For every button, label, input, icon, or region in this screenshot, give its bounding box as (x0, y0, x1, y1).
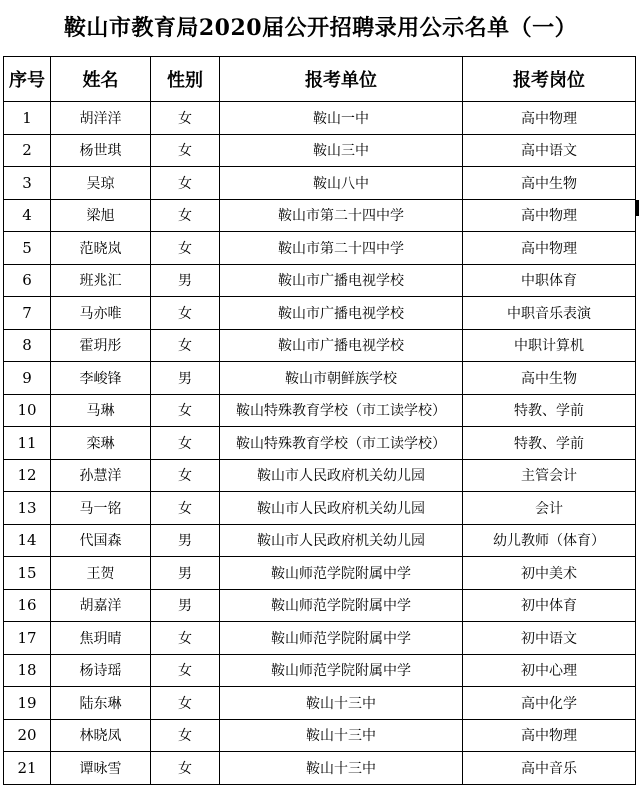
cell-name: 杨诗瑶 (51, 654, 151, 687)
table-row (4, 654, 636, 687)
cell-index: 1 (4, 102, 51, 135)
cell-gender: 女 (151, 459, 220, 492)
cell-name: 马亦唯 (51, 297, 151, 330)
cell-gender: 女 (151, 719, 220, 752)
cell-gender: 女 (151, 492, 220, 525)
recruitment-table (3, 56, 636, 785)
cell-gender: 女 (151, 102, 220, 135)
cell-position: 特教、学前 (463, 394, 636, 427)
cell-unit: 鞍山十三中 (220, 719, 463, 752)
cell-unit: 鞍山市人民政府机关幼儿园 (220, 459, 463, 492)
header-gender: 性别 (151, 57, 220, 102)
cell-unit: 鞍山师范学院附属中学 (220, 589, 463, 622)
cell-index: 13 (4, 492, 51, 525)
cell-index: 17 (4, 622, 51, 655)
cell-unit: 鞍山市广播电视学校 (220, 329, 463, 362)
cell-gender: 女 (151, 687, 220, 720)
cell-index: 3 (4, 167, 51, 200)
cell-gender: 女 (151, 199, 220, 232)
table-row (4, 134, 636, 167)
header-index: 序号 (4, 57, 51, 102)
cell-index: 21 (4, 752, 51, 785)
cell-position: 高中音乐 (463, 752, 636, 785)
cell-position: 中职音乐表演 (463, 297, 636, 330)
cell-name: 代国森 (51, 524, 151, 557)
cell-gender: 女 (151, 329, 220, 362)
cell-gender: 女 (151, 622, 220, 655)
table-header-row (4, 57, 636, 102)
cell-name: 焦玥晴 (51, 622, 151, 655)
table-row (4, 459, 636, 492)
cell-gender: 女 (151, 654, 220, 687)
cell-position: 初中心理 (463, 654, 636, 687)
cell-position: 高中语文 (463, 134, 636, 167)
table-body (4, 102, 636, 785)
cell-position: 高中物理 (463, 199, 636, 232)
cell-unit: 鞍山市人民政府机关幼儿园 (220, 524, 463, 557)
cell-index: 14 (4, 524, 51, 557)
cell-position: 幼儿教师（体育） (463, 524, 636, 557)
cell-unit: 鞍山特殊教育学校（市工读学校） (220, 427, 463, 460)
table-row (4, 199, 636, 232)
table-row (4, 622, 636, 655)
cell-position: 初中美术 (463, 557, 636, 590)
cell-gender: 女 (151, 752, 220, 785)
cell-index: 16 (4, 589, 51, 622)
cell-unit: 鞍山师范学院附属中学 (220, 557, 463, 590)
cell-name: 杨世琪 (51, 134, 151, 167)
table-row (4, 394, 636, 427)
cell-gender: 男 (151, 524, 220, 557)
cell-position: 高中物理 (463, 719, 636, 752)
cell-unit: 鞍山市第二十四中学 (220, 232, 463, 265)
table-row (4, 362, 636, 395)
cell-unit: 鞍山一中 (220, 102, 463, 135)
cell-index: 7 (4, 297, 51, 330)
cell-index: 19 (4, 687, 51, 720)
cell-name: 孙慧洋 (51, 459, 151, 492)
cell-name: 霍玥彤 (51, 329, 151, 362)
cell-name: 梁旭 (51, 199, 151, 232)
cell-position: 高中生物 (463, 167, 636, 200)
cell-index: 9 (4, 362, 51, 395)
cell-gender: 女 (151, 297, 220, 330)
cell-index: 10 (4, 394, 51, 427)
cell-name: 吴琼 (51, 167, 151, 200)
cell-unit: 鞍山十三中 (220, 687, 463, 720)
cell-position: 初中语文 (463, 622, 636, 655)
cell-position: 中职体育 (463, 264, 636, 297)
cell-gender: 男 (151, 362, 220, 395)
table-row (4, 687, 636, 720)
cell-index: 6 (4, 264, 51, 297)
cell-index: 8 (4, 329, 51, 362)
cell-gender: 男 (151, 589, 220, 622)
table-row (4, 264, 636, 297)
cell-unit: 鞍山八中 (220, 167, 463, 200)
cell-gender: 女 (151, 134, 220, 167)
cell-unit: 鞍山师范学院附属中学 (220, 654, 463, 687)
cell-unit: 鞍山特殊教育学校（市工读学校） (220, 394, 463, 427)
cell-position: 高中物理 (463, 102, 636, 135)
cell-name: 林晓凤 (51, 719, 151, 752)
cell-gender: 女 (151, 167, 220, 200)
cell-position: 初中体育 (463, 589, 636, 622)
cell-unit: 鞍山市广播电视学校 (220, 297, 463, 330)
table-row (4, 589, 636, 622)
cell-unit: 鞍山师范学院附属中学 (220, 622, 463, 655)
cell-index: 5 (4, 232, 51, 265)
header-name: 姓名 (51, 57, 151, 102)
cell-index: 2 (4, 134, 51, 167)
cell-position: 会计 (463, 492, 636, 525)
cell-unit: 鞍山十三中 (220, 752, 463, 785)
cell-unit: 鞍山市人民政府机关幼儿园 (220, 492, 463, 525)
header-unit: 报考单位 (220, 57, 463, 102)
cell-unit: 鞍山市广播电视学校 (220, 264, 463, 297)
cell-name: 马琳 (51, 394, 151, 427)
table-row (4, 102, 636, 135)
table-row (4, 167, 636, 200)
cell-index: 12 (4, 459, 51, 492)
cell-unit: 鞍山市朝鲜族学校 (220, 362, 463, 395)
cell-name: 王贺 (51, 557, 151, 590)
table-row (4, 492, 636, 525)
cell-gender: 女 (151, 427, 220, 460)
cell-position: 高中物理 (463, 232, 636, 265)
table-row (4, 297, 636, 330)
cell-name: 李峻锋 (51, 362, 151, 395)
cell-position: 高中化学 (463, 687, 636, 720)
header-position: 报考岗位 (463, 57, 636, 102)
cell-position: 高中生物 (463, 362, 636, 395)
table-row (4, 329, 636, 362)
cell-index: 11 (4, 427, 51, 460)
table-row (4, 752, 636, 785)
cell-gender: 男 (151, 557, 220, 590)
cell-name: 马一铭 (51, 492, 151, 525)
cell-name: 胡嘉洋 (51, 589, 151, 622)
cell-index: 15 (4, 557, 51, 590)
table-row (4, 427, 636, 460)
cell-gender: 男 (151, 264, 220, 297)
cell-index: 20 (4, 719, 51, 752)
table-row (4, 719, 636, 752)
cell-index: 4 (4, 199, 51, 232)
cell-name: 班兆汇 (51, 264, 151, 297)
document-title: 鞍山市教育局2020届公开招聘录用公示名单（一） (63, 15, 578, 41)
table-row (4, 557, 636, 590)
cell-name: 栾琳 (51, 427, 151, 460)
cell-name: 谭咏雪 (51, 752, 151, 785)
cell-unit: 鞍山市第二十四中学 (220, 199, 463, 232)
cell-name: 陆东琳 (51, 687, 151, 720)
cell-gender: 女 (151, 232, 220, 265)
cell-name: 胡洋洋 (51, 102, 151, 135)
edge-mark (636, 200, 639, 216)
cell-position: 特教、学前 (463, 427, 636, 460)
table-row (4, 232, 636, 265)
cell-position: 主管会计 (463, 459, 636, 492)
cell-position: 中职计算机 (463, 329, 636, 362)
cell-index: 18 (4, 654, 51, 687)
table-row (4, 524, 636, 557)
cell-name: 范晓岚 (51, 232, 151, 265)
cell-unit: 鞍山三中 (220, 134, 463, 167)
cell-gender: 女 (151, 394, 220, 427)
